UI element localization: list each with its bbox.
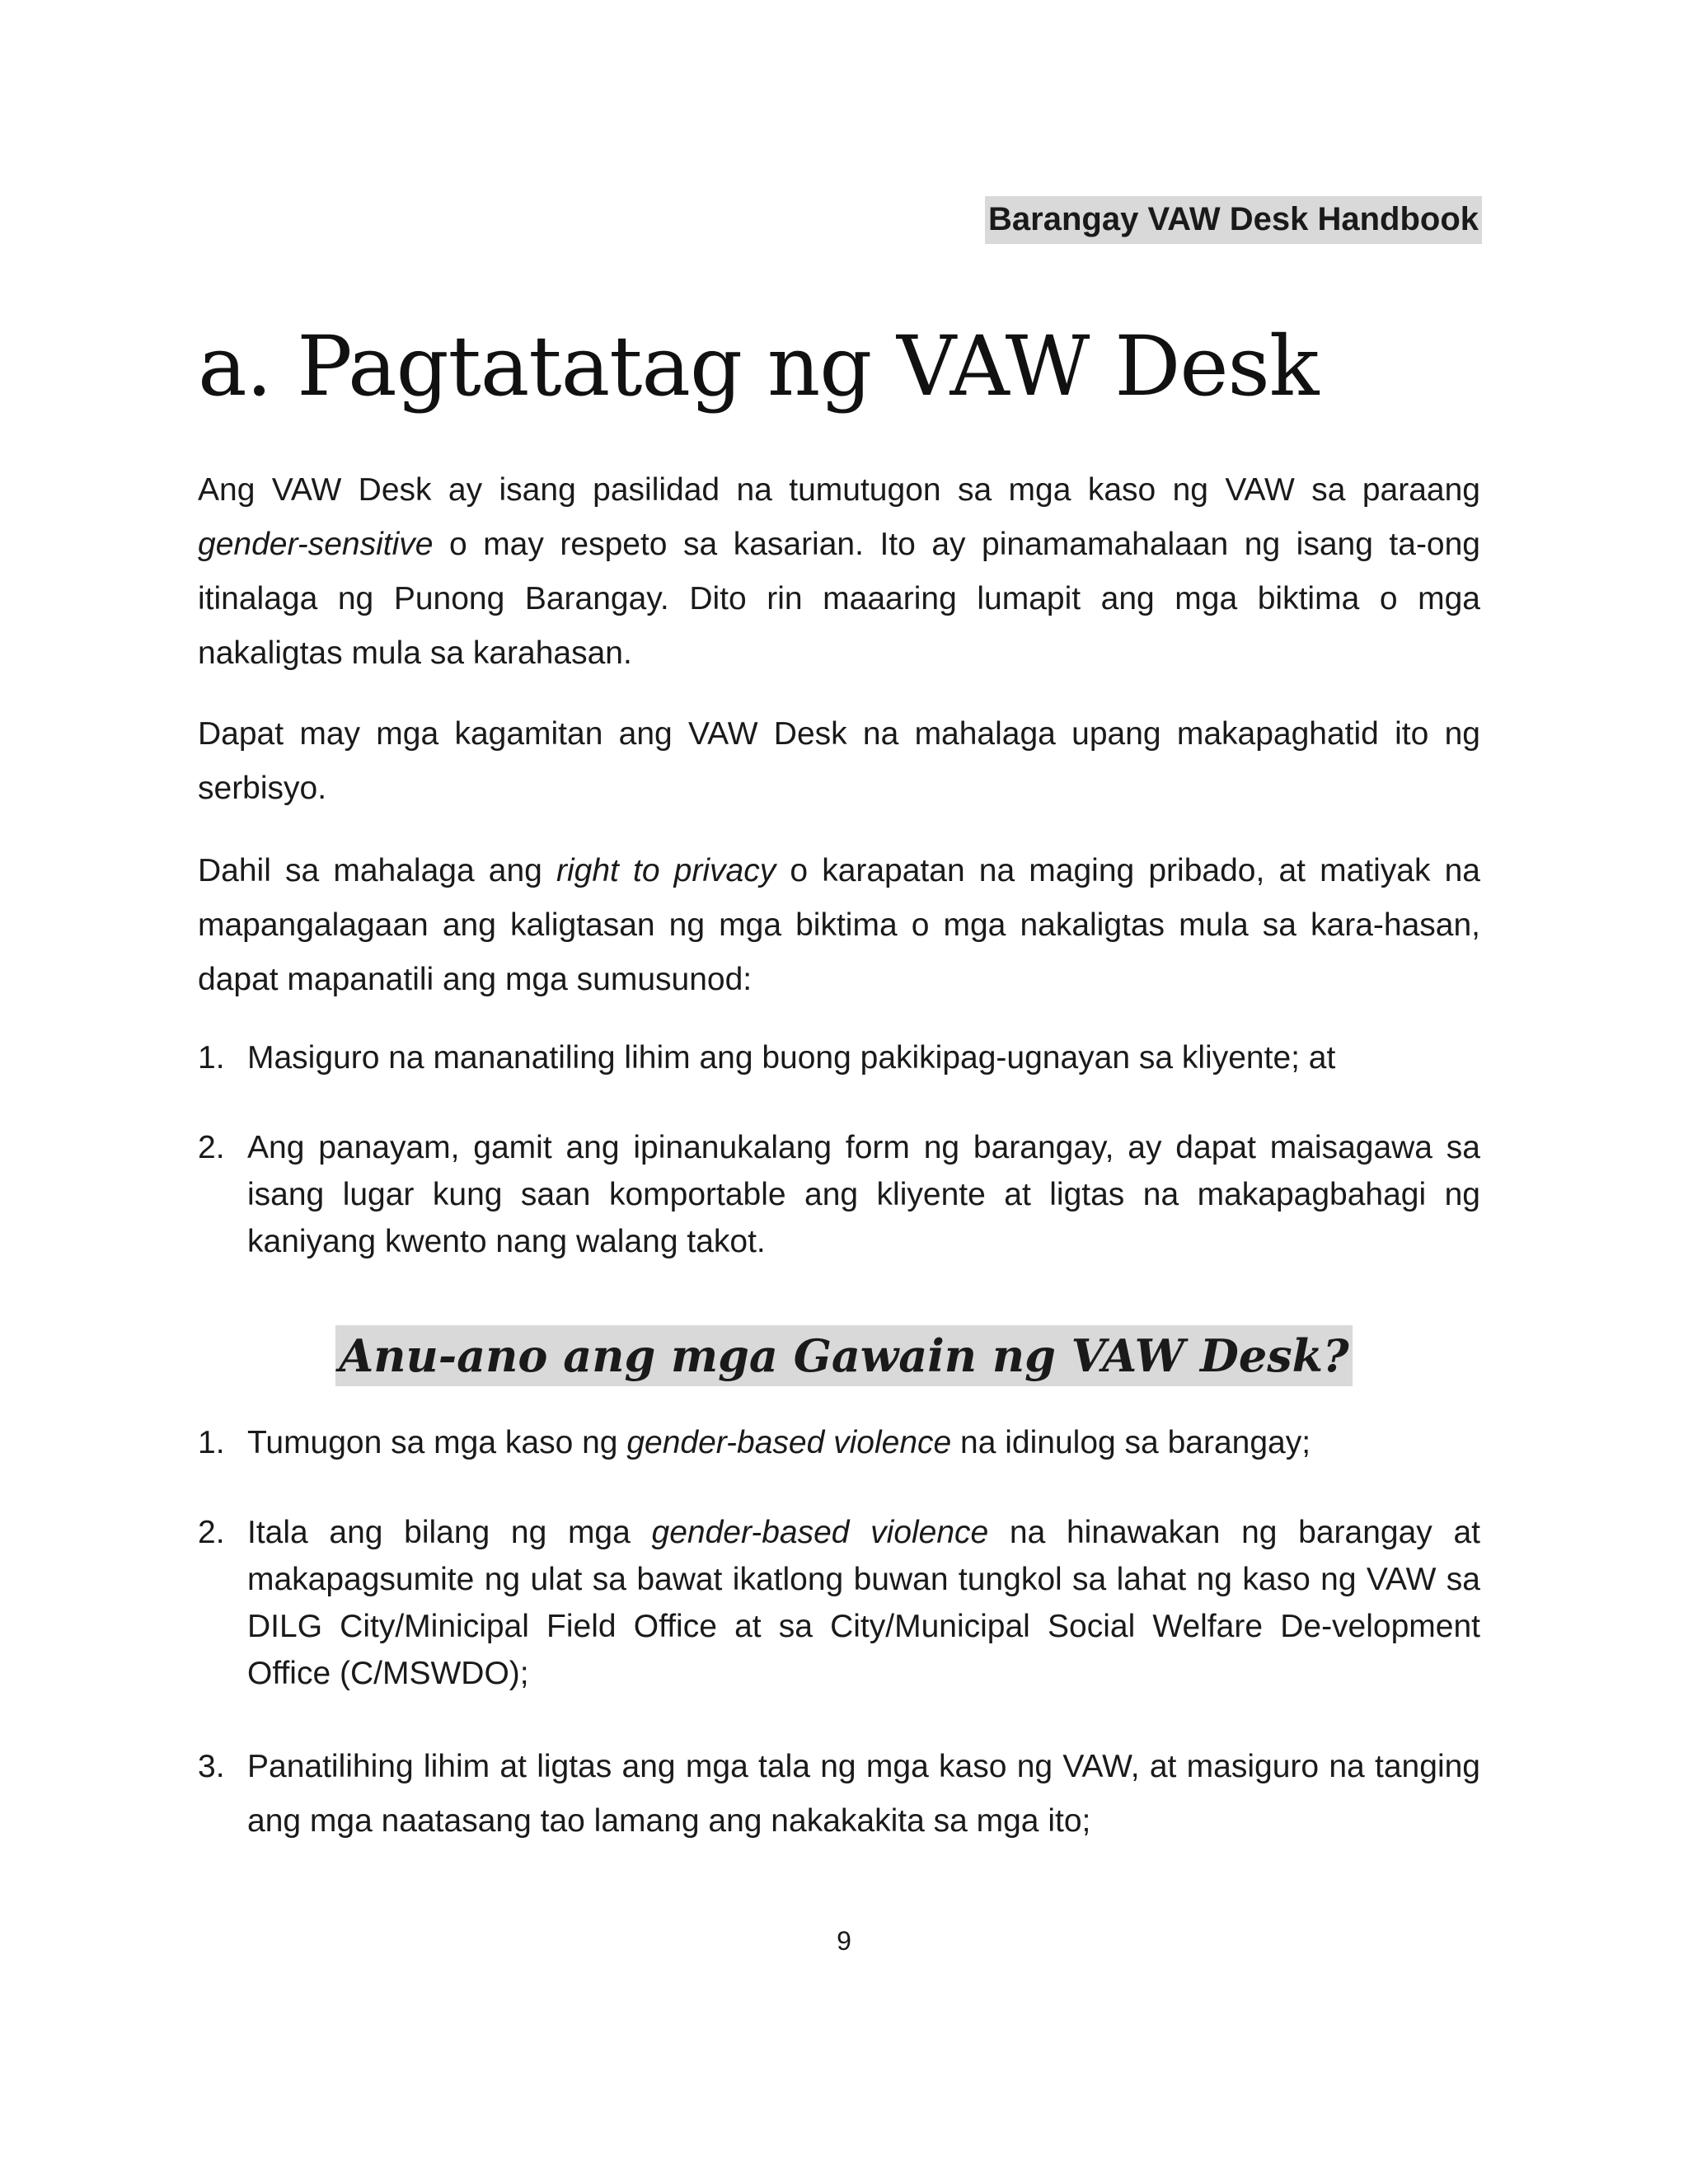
section-title: a. Pagtatatag ng VAW Desk (198, 318, 1319, 415)
list-item-text: Itala ang bilang ng mga (247, 1515, 652, 1550)
emphasis-text: gender-based violence (651, 1515, 989, 1550)
list-item (198, 1740, 1480, 1849)
paragraph-intro (198, 463, 1480, 681)
paragraph-text: Dapat may mga kagamitan ang VAW Desk na mahalaga upang makapaghatid ito ng serbisyo. (198, 716, 1480, 806)
paragraph-equipment (198, 707, 1480, 816)
list-number: 2. (198, 1130, 225, 1165)
page-number: 9 (837, 1926, 851, 1956)
paragraph-privacy (198, 844, 1480, 1007)
list-item (198, 1419, 1480, 1466)
list-item-text: Masiguro na mananatiling lihim ang buong pakikipag-ugnayan sa kliyente; at (247, 1040, 1336, 1076)
list-item (198, 1034, 1480, 1081)
subheading-text: Anu-ano ang mga Gawain ng VAW Desk? (335, 1325, 1352, 1386)
running-header: Barangay VAW Desk Handbook (985, 196, 1482, 244)
list-number: 2. (198, 1515, 225, 1550)
subheading (0, 1325, 1688, 1386)
list-item-text: Tumugon sa mga kaso ng (247, 1425, 627, 1460)
emphasis-text: right to privacy (556, 853, 776, 888)
list-item (198, 1509, 1480, 1697)
list-number: 1. (198, 1040, 225, 1076)
list-item-text: na hinawakan ng barangay at makapagsumite ng ulat sa bawat ikatlong buwan tungkol sa lahat ng kaso ng VAW sa DILG City/Minicipal Field Office at sa City/Municipal Social Welfare De-velopment Office (C/MSWDO); (247, 1515, 1480, 1691)
paragraph-text: o karapatan na maging pribado, at matiyak na mapangalagaan ang kaligtasan ng mga biktima o mga nakaligtas mula sa kara-hasan, dapat mapanatili ang mga sumusunod: (198, 853, 1480, 997)
list-number: 3. (198, 1749, 225, 1784)
vaw-desk-duties-list (198, 1419, 1480, 1849)
emphasis-text: gender-sensitive (198, 527, 434, 562)
list-item-text: Panatilihing lihim at ligtas ang mga tala ng mga kaso ng VAW, at masiguro na tanging ang mga naatasang tao lamang ang nakakakita sa mga ito; (247, 1749, 1480, 1839)
list-item-text: na idinulog sa barangay; (951, 1425, 1311, 1460)
paragraph-text: Dahil sa mahalaga ang (198, 853, 556, 888)
paragraph-text: o may respeto sa kasarian. Ito ay pinamamahalaan ng isang ta-ong itinalaga ng Punong Barangay. Dito rin maaaring lumapit ang mga biktima o mga nakaligtas mula sa karahasan. (198, 527, 1480, 671)
emphasis-text: gender-based violence (626, 1425, 952, 1460)
list-item (198, 1124, 1480, 1265)
list-item-text: Ang panayam, gamit ang ipinanukalang form ng barangay, ay dapat maisagawa sa isang lugar kung saan komportable ang kliyente at ligtas na makapagbahagi ng kaniyang kwento nang walang takot. (247, 1130, 1480, 1259)
privacy-requirements-list (198, 1034, 1480, 1265)
paragraph-text: Ang VAW Desk ay isang pasilidad na tumutugon sa mga kaso ng VAW sa paraang (198, 472, 1480, 508)
list-number: 1. (198, 1425, 225, 1460)
